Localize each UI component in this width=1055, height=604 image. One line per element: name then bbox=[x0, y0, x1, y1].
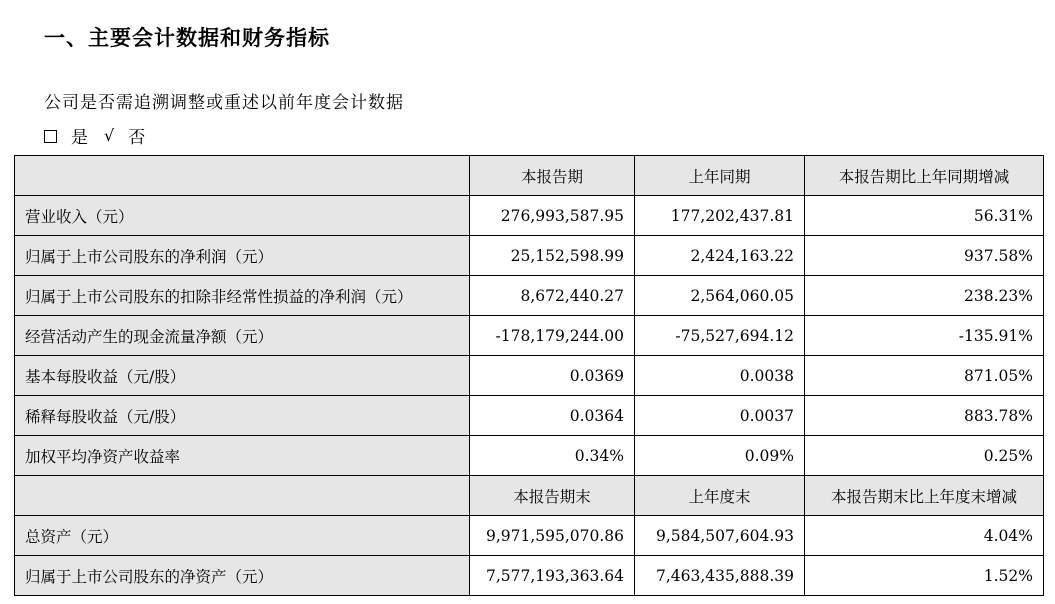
change-value: 56.31% bbox=[805, 196, 1044, 236]
row-label: 归属于上市公司股东的扣除非经常性损益的净利润（元） bbox=[15, 276, 470, 316]
current-value: 8,672,440.27 bbox=[470, 276, 635, 316]
table-row bbox=[15, 396, 1044, 436]
no-option-label: 否 bbox=[128, 128, 146, 148]
row-label: 营业收入（元） bbox=[15, 196, 470, 236]
header-change-period: 本报告期比上年同期增减 bbox=[805, 156, 1044, 196]
current-value: 0.0369 bbox=[470, 356, 635, 396]
prior-value: 177,202,437.81 bbox=[635, 196, 805, 236]
table-row bbox=[15, 316, 1044, 356]
check-mark-icon: √ bbox=[104, 126, 115, 145]
prior-value: 9,584,507,604.93 bbox=[635, 516, 805, 556]
current-value: 0.34% bbox=[470, 436, 635, 476]
current-value: -178,179,244.00 bbox=[470, 316, 635, 356]
change-value: -135.91% bbox=[805, 316, 1044, 356]
current-value: 9,971,595,070.86 bbox=[470, 516, 635, 556]
current-value: 276,993,587.95 bbox=[470, 196, 635, 236]
change-value: 937.58% bbox=[805, 236, 1044, 276]
prior-value: 7,463,435,888.39 bbox=[635, 556, 805, 596]
change-value: 871.05% bbox=[805, 356, 1044, 396]
yes-option-label: 是 bbox=[71, 128, 88, 148]
prior-value: 2,564,060.05 bbox=[635, 276, 805, 316]
header-prior-period: 上年同期 bbox=[635, 156, 805, 196]
table-row bbox=[15, 236, 1044, 276]
empty-checkbox-icon bbox=[44, 130, 57, 143]
row-label: 归属于上市公司股东的净利润（元） bbox=[15, 236, 470, 276]
prior-value: 2,424,163.22 bbox=[635, 236, 805, 276]
table-header-row-period bbox=[15, 156, 1044, 196]
header-current-period-end: 本报告期末 bbox=[470, 476, 635, 516]
financial-indicators-table bbox=[14, 155, 1044, 596]
section-title: 一、主要会计数据和财务指标 bbox=[44, 26, 330, 50]
row-label: 基本每股收益（元/股） bbox=[15, 356, 470, 396]
current-value: 7,577,193,363.64 bbox=[470, 556, 635, 596]
row-label: 加权平均净资产收益率 bbox=[15, 436, 470, 476]
prior-value: -75,527,694.12 bbox=[635, 316, 805, 356]
prior-value: 0.09% bbox=[635, 436, 805, 476]
row-label: 归属于上市公司股东的净资产（元） bbox=[15, 556, 470, 596]
row-label: 稀释每股收益（元/股） bbox=[15, 396, 470, 436]
row-label: 总资产（元） bbox=[15, 516, 470, 556]
change-value: 4.04% bbox=[805, 516, 1044, 556]
table-row bbox=[15, 276, 1044, 316]
header-empty-cell bbox=[15, 476, 470, 516]
table-row bbox=[15, 196, 1044, 236]
current-value: 0.0364 bbox=[470, 396, 635, 436]
header-change-period-end: 本报告期末比上年度末增减 bbox=[805, 476, 1044, 516]
table-row bbox=[15, 436, 1044, 476]
current-value: 25,152,598.99 bbox=[470, 236, 635, 276]
header-prior-year-end: 上年度末 bbox=[635, 476, 805, 516]
restatement-answer bbox=[44, 123, 145, 148]
prior-value: 0.0037 bbox=[635, 396, 805, 436]
change-value: 883.78% bbox=[805, 396, 1044, 436]
header-empty-cell bbox=[15, 156, 470, 196]
change-value: 0.25% bbox=[805, 436, 1044, 476]
restatement-question: 公司是否需追溯调整或重述以前年度会计数据 bbox=[44, 93, 404, 113]
table-header-row-period-end bbox=[15, 476, 1044, 516]
prior-value: 0.0038 bbox=[635, 356, 805, 396]
row-label: 经营活动产生的现金流量净额（元） bbox=[15, 316, 470, 356]
header-current-period: 本报告期 bbox=[470, 156, 635, 196]
change-value: 238.23% bbox=[805, 276, 1044, 316]
table-row bbox=[15, 556, 1044, 596]
table-row bbox=[15, 356, 1044, 396]
change-value: 1.52% bbox=[805, 556, 1044, 596]
table-row bbox=[15, 516, 1044, 556]
